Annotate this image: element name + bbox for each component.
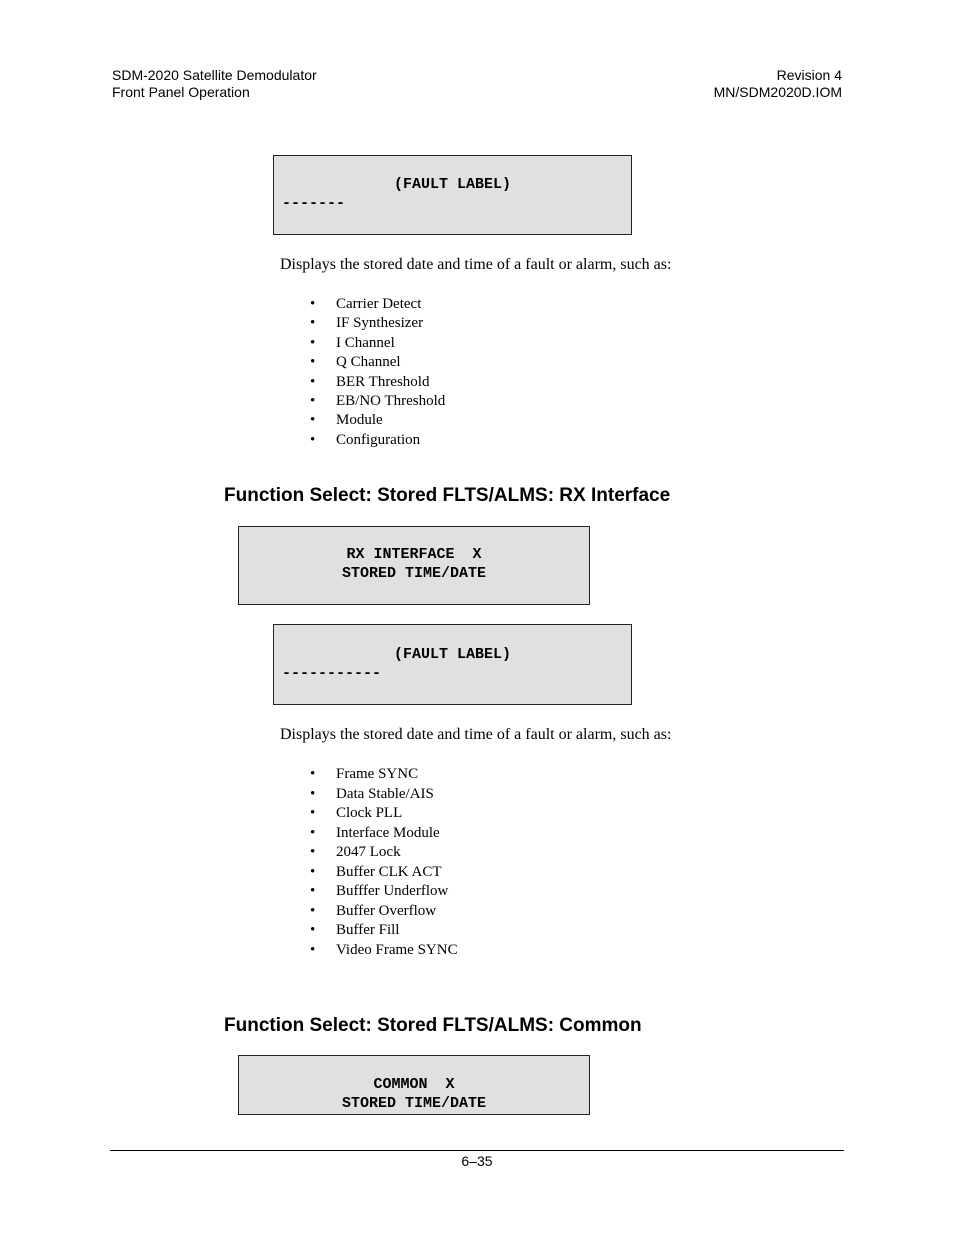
list-item: [308, 804, 458, 824]
lcd-line-2: STORED TIME/DATE: [341, 1095, 487, 1112]
list-item-label: Module: [336, 412, 383, 429]
lcd-line-1: (FAULT LABEL): [393, 176, 512, 193]
lcd-display-fault-label-2: [273, 624, 632, 705]
list-item-label: Buffer Overflow: [336, 902, 437, 919]
bullet-icon: •: [310, 431, 316, 448]
bullet-icon: •: [310, 824, 316, 841]
bullet-icon: •: [310, 902, 316, 919]
bullet-icon: •: [310, 844, 316, 860]
list-item: [308, 824, 458, 844]
list-item-label: 2047 Lock: [336, 844, 401, 860]
fault-list-1: [308, 295, 445, 450]
bullet-icon: •: [310, 766, 316, 782]
list-item: [308, 941, 458, 961]
list-item: [308, 411, 445, 430]
page-number: 6–35: [461, 1153, 493, 1169]
bullet-icon: •: [310, 334, 316, 351]
list-item: [308, 765, 458, 785]
lcd-line-2: STORED TIME/DATE: [341, 565, 487, 582]
description-paragraph-2: Displays the stored date and time of a fault or alarm, such as:: [280, 726, 672, 743]
list-item-label: Video Frame SYNC: [336, 941, 458, 958]
list-item-label: Data Stable/AIS: [336, 785, 434, 802]
bullet-icon: •: [310, 883, 316, 899]
bullet-icon: •: [310, 785, 316, 802]
section-heading-common: Function Select: Stored FLTS/ALMS: Common: [224, 1015, 642, 1036]
list-item: [308, 843, 458, 863]
bullet-icon: •: [310, 805, 316, 821]
document-number: MN/SDM2020D.IOM: [713, 84, 842, 100]
page-header-right: [714, 67, 842, 101]
list-item-label: IF Synthesizer: [336, 315, 424, 332]
bullet-icon: •: [310, 296, 316, 312]
section-title: Front Panel Operation: [112, 84, 250, 100]
list-item: [308, 902, 458, 922]
list-item-label: Configuration: [336, 431, 421, 448]
list-item-label: Interface Module: [336, 824, 440, 841]
list-item: [308, 863, 458, 883]
lcd-line-1: (FAULT LABEL): [393, 646, 512, 663]
list-item: [308, 882, 458, 902]
bullet-icon: •: [310, 863, 316, 880]
fault-list-2: [308, 765, 458, 960]
list-item-label: I Channel: [336, 334, 395, 351]
list-item: [308, 295, 445, 314]
bullet-icon: •: [310, 315, 316, 332]
footer-divider: [110, 1150, 844, 1151]
list-item-label: Carrier Detect: [336, 296, 422, 312]
bullet-icon: •: [310, 941, 316, 958]
list-item-label: Q Channel: [336, 354, 401, 371]
list-item: [308, 431, 445, 450]
lcd-line-1: COMMON X: [373, 1076, 455, 1093]
document-title: SDM-2020 Satellite Demodulator: [112, 67, 317, 83]
list-item: [308, 921, 458, 941]
list-item-label: Clock PLL: [336, 805, 403, 821]
lcd-display-fault-label-1: [273, 155, 632, 235]
list-item: [308, 785, 458, 805]
list-item: [308, 314, 445, 333]
bullet-icon: •: [310, 412, 316, 429]
list-item-label: BER Threshold: [336, 373, 430, 390]
list-item-label: EB/NO Threshold: [336, 392, 446, 409]
list-item-label: Buffer CLK ACT: [336, 863, 442, 880]
description-paragraph-1: Displays the stored date and time of a fault or alarm, such as:: [280, 256, 672, 273]
bullet-icon: •: [310, 922, 316, 938]
list-item: [308, 373, 445, 392]
lcd-line-1: RX INTERFACE X: [346, 546, 482, 563]
lcd-line-2: -----------: [282, 665, 382, 682]
bullet-icon: •: [310, 392, 316, 409]
list-item: [308, 392, 445, 411]
list-item-label: Frame SYNC: [336, 766, 419, 782]
lcd-line-2: -------: [282, 195, 346, 212]
bullet-icon: •: [310, 373, 316, 390]
list-item: [308, 334, 445, 353]
bullet-icon: •: [310, 354, 316, 371]
section-heading-rx-interface: Function Select: Stored FLTS/ALMS: RX Interface: [224, 485, 671, 506]
list-item: [308, 353, 445, 372]
list-item-label: Buffer Fill: [336, 922, 400, 938]
page-header-left: [112, 67, 317, 101]
revision-label: Revision 4: [776, 67, 842, 83]
list-item-label: Bufffer Underflow: [336, 883, 449, 899]
lcd-display-rx-interface: [238, 526, 590, 605]
lcd-display-common: [238, 1055, 590, 1115]
